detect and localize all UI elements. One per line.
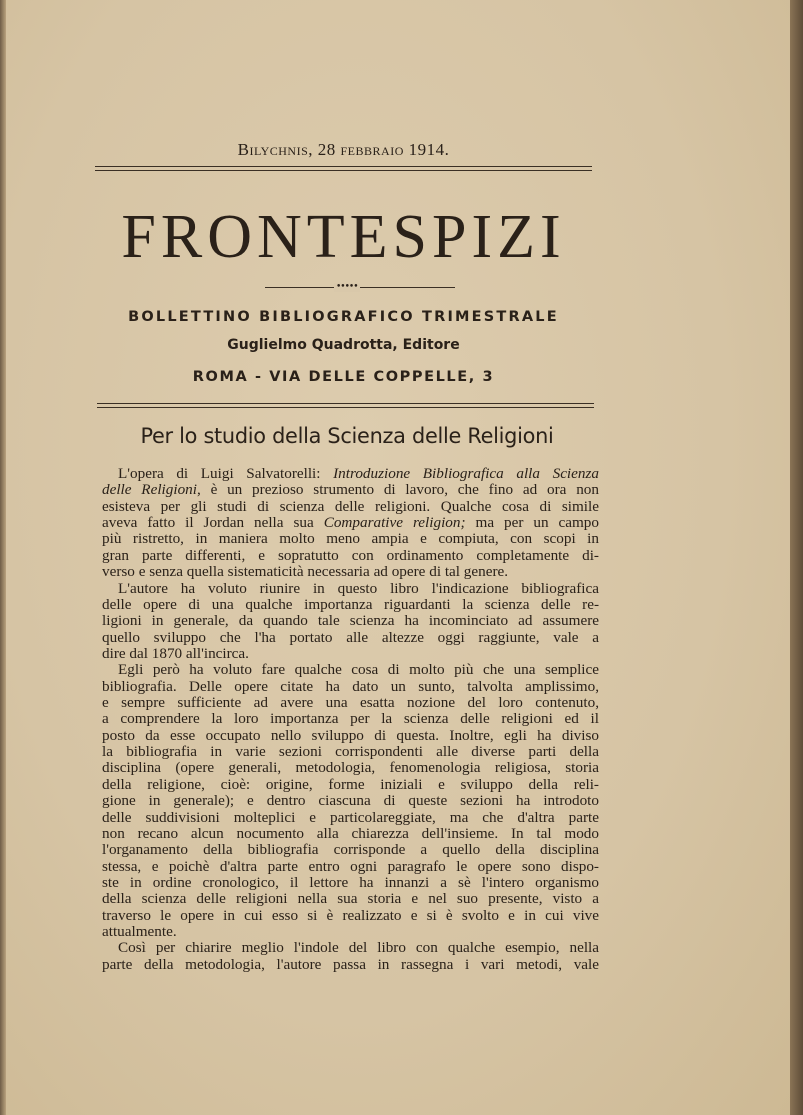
text-segment: L'opera di Luigi Salvatorelli: (118, 465, 334, 482)
publisher: Guglielmo Quadrotta, Editore (227, 337, 460, 353)
text-line (102, 777, 599, 793)
text-segment: Egli però ha voluto fare qualche cosa di molto più che una semplice (118, 661, 599, 679)
text-segment: ste in ordine cronologico, il lettore ha innanzi a sè l'intero organismo (102, 873, 599, 891)
ornamental-rule (265, 287, 455, 288)
italic-title: Introduzione Bibliografica alla Scienza (333, 465, 599, 482)
text-line (102, 679, 599, 695)
text-segment: gione in generale); e dentro ciascuna di queste sezioni ha introdoto (102, 792, 599, 810)
text-line (102, 711, 599, 727)
text-line (102, 744, 599, 760)
text-segment: quello sviluppo che l'ha portato alle altezze oggi raggiunte, vale a (102, 628, 599, 646)
text-line (102, 908, 599, 924)
text-segment: bibliografia. Delle opere citate ha dato un sunto, talvolta amplissimo, (102, 677, 599, 695)
subtitle: BOLLETTINO BIBLIOGRAFICO TRIMESTRALE (128, 309, 559, 325)
text-segment: stessa, e poichè d'altra parte entro ogni paragrafo le opere sono dispo- (102, 857, 599, 875)
dateline: Bilychnis, 28 febbraio 1914. (237, 140, 450, 159)
text-line (102, 630, 599, 646)
text-segment: posto da esse occupato nello sviluppo di questa. Inoltre, egli ha diviso (102, 726, 599, 744)
text-segment: della religione, cioè: origine, forme iniziali e sviluppo della reli- (102, 775, 599, 793)
text-segment: la bibliografia in varie sezioni corrispondenti alle diverse parti della (102, 743, 599, 761)
text-segment: attualmente. (102, 923, 177, 941)
text-line (102, 466, 599, 482)
text-line (102, 940, 599, 956)
italic-title: delle Religioni (102, 481, 197, 499)
text-segment: ligioni in generale, da quando tale scienza ha incominciato ad assumere (102, 612, 599, 630)
text-line (102, 842, 599, 858)
text-line (102, 891, 599, 907)
text-segment: verso e senza quella sistematicità necessaria ad opere di tal genere. (102, 563, 509, 581)
text-line (102, 810, 599, 826)
text-line (102, 597, 599, 613)
text-line (102, 875, 599, 891)
text-line (102, 531, 599, 547)
address: ROMA - VIA DELLE COPPELLE, 3 (192, 369, 495, 385)
double-rule-bottom (97, 403, 594, 408)
text-line (102, 826, 599, 842)
text-segment: delle opere di una qualche importanza riguardanti la scienza delle re- (102, 595, 599, 613)
book-binding-edge (790, 0, 803, 1115)
journal-title: FRONTESPIZI (121, 203, 566, 271)
text-line (102, 482, 599, 498)
text-segment: parte della metodologia, l'autore passa in rassegna i vari metodi, vale (102, 955, 599, 973)
text-line (102, 760, 599, 776)
text-line (102, 728, 599, 744)
text-segment: traverso le opere in cui esso si è realizzato e si è svolto e in cui vive (102, 906, 599, 924)
text-segment: non recano alcun nocumento alla chiarezza dell'insieme. In tal modo (102, 824, 599, 842)
text-segment: gran parte differenti, e sopratutto con ordinamento completamente di- (102, 546, 599, 564)
text-segment: più ristretto, in maniera molto meno ampia e compiuta, con scopi in (102, 530, 599, 548)
text-segment: a comprendere la loro importanza per la scienza delle religioni ed il (102, 710, 599, 728)
text-line (102, 924, 599, 940)
text-segment: dire dal 1870 all'incirca. (102, 644, 249, 662)
text-line (102, 548, 599, 564)
text-line (102, 581, 599, 597)
text-line (102, 564, 599, 580)
double-rule-top (95, 166, 592, 171)
text-line (102, 859, 599, 875)
text-segment: della scienza delle religioni nella sua storia e nel suo presente, visto a (102, 890, 599, 908)
text-line (102, 499, 599, 515)
text-line (102, 957, 599, 973)
italic-title: Comparative religion; (323, 514, 466, 532)
text-segment: delle suddivisioni molteplici e particolareggiate, ma che d'altra parte (102, 808, 599, 826)
text-segment: Così per chiarire meglio l'indole del libro con qualche esempio, nella (118, 939, 599, 957)
text-line (102, 646, 599, 662)
text-line (102, 613, 599, 629)
text-segment: e sempre sufficiente ad avere una esatta nozione del loro contenuto, (102, 694, 599, 712)
text-line (102, 793, 599, 809)
text-line (102, 515, 599, 531)
article-heading: Per lo studio della Scienza delle Religioni (140, 424, 554, 449)
article-body (102, 466, 599, 973)
text-line (102, 695, 599, 711)
text-segment: disciplina (opere generali, metodologia, fenomenologia religiosa, storia (102, 759, 599, 777)
text-segment: aveva fatto il Jordan nella sua (102, 514, 324, 532)
text-segment: L'autore ha voluto riunire in questo libro l'indicazione bibliografica (118, 579, 599, 597)
text-segment: , è un prezioso strumento di lavoro, che fino ad ora non (196, 481, 599, 499)
ornament-dots: ••••• (336, 282, 358, 292)
text-line (102, 662, 599, 678)
text-segment: l'organamento della bibliografia corrisponde a quello della disciplina (102, 841, 599, 859)
text-segment: ma per un campo (465, 514, 599, 532)
text-segment: esisteva per gli studi di scienza delle religioni. Qualche cosa di simile (102, 497, 599, 515)
